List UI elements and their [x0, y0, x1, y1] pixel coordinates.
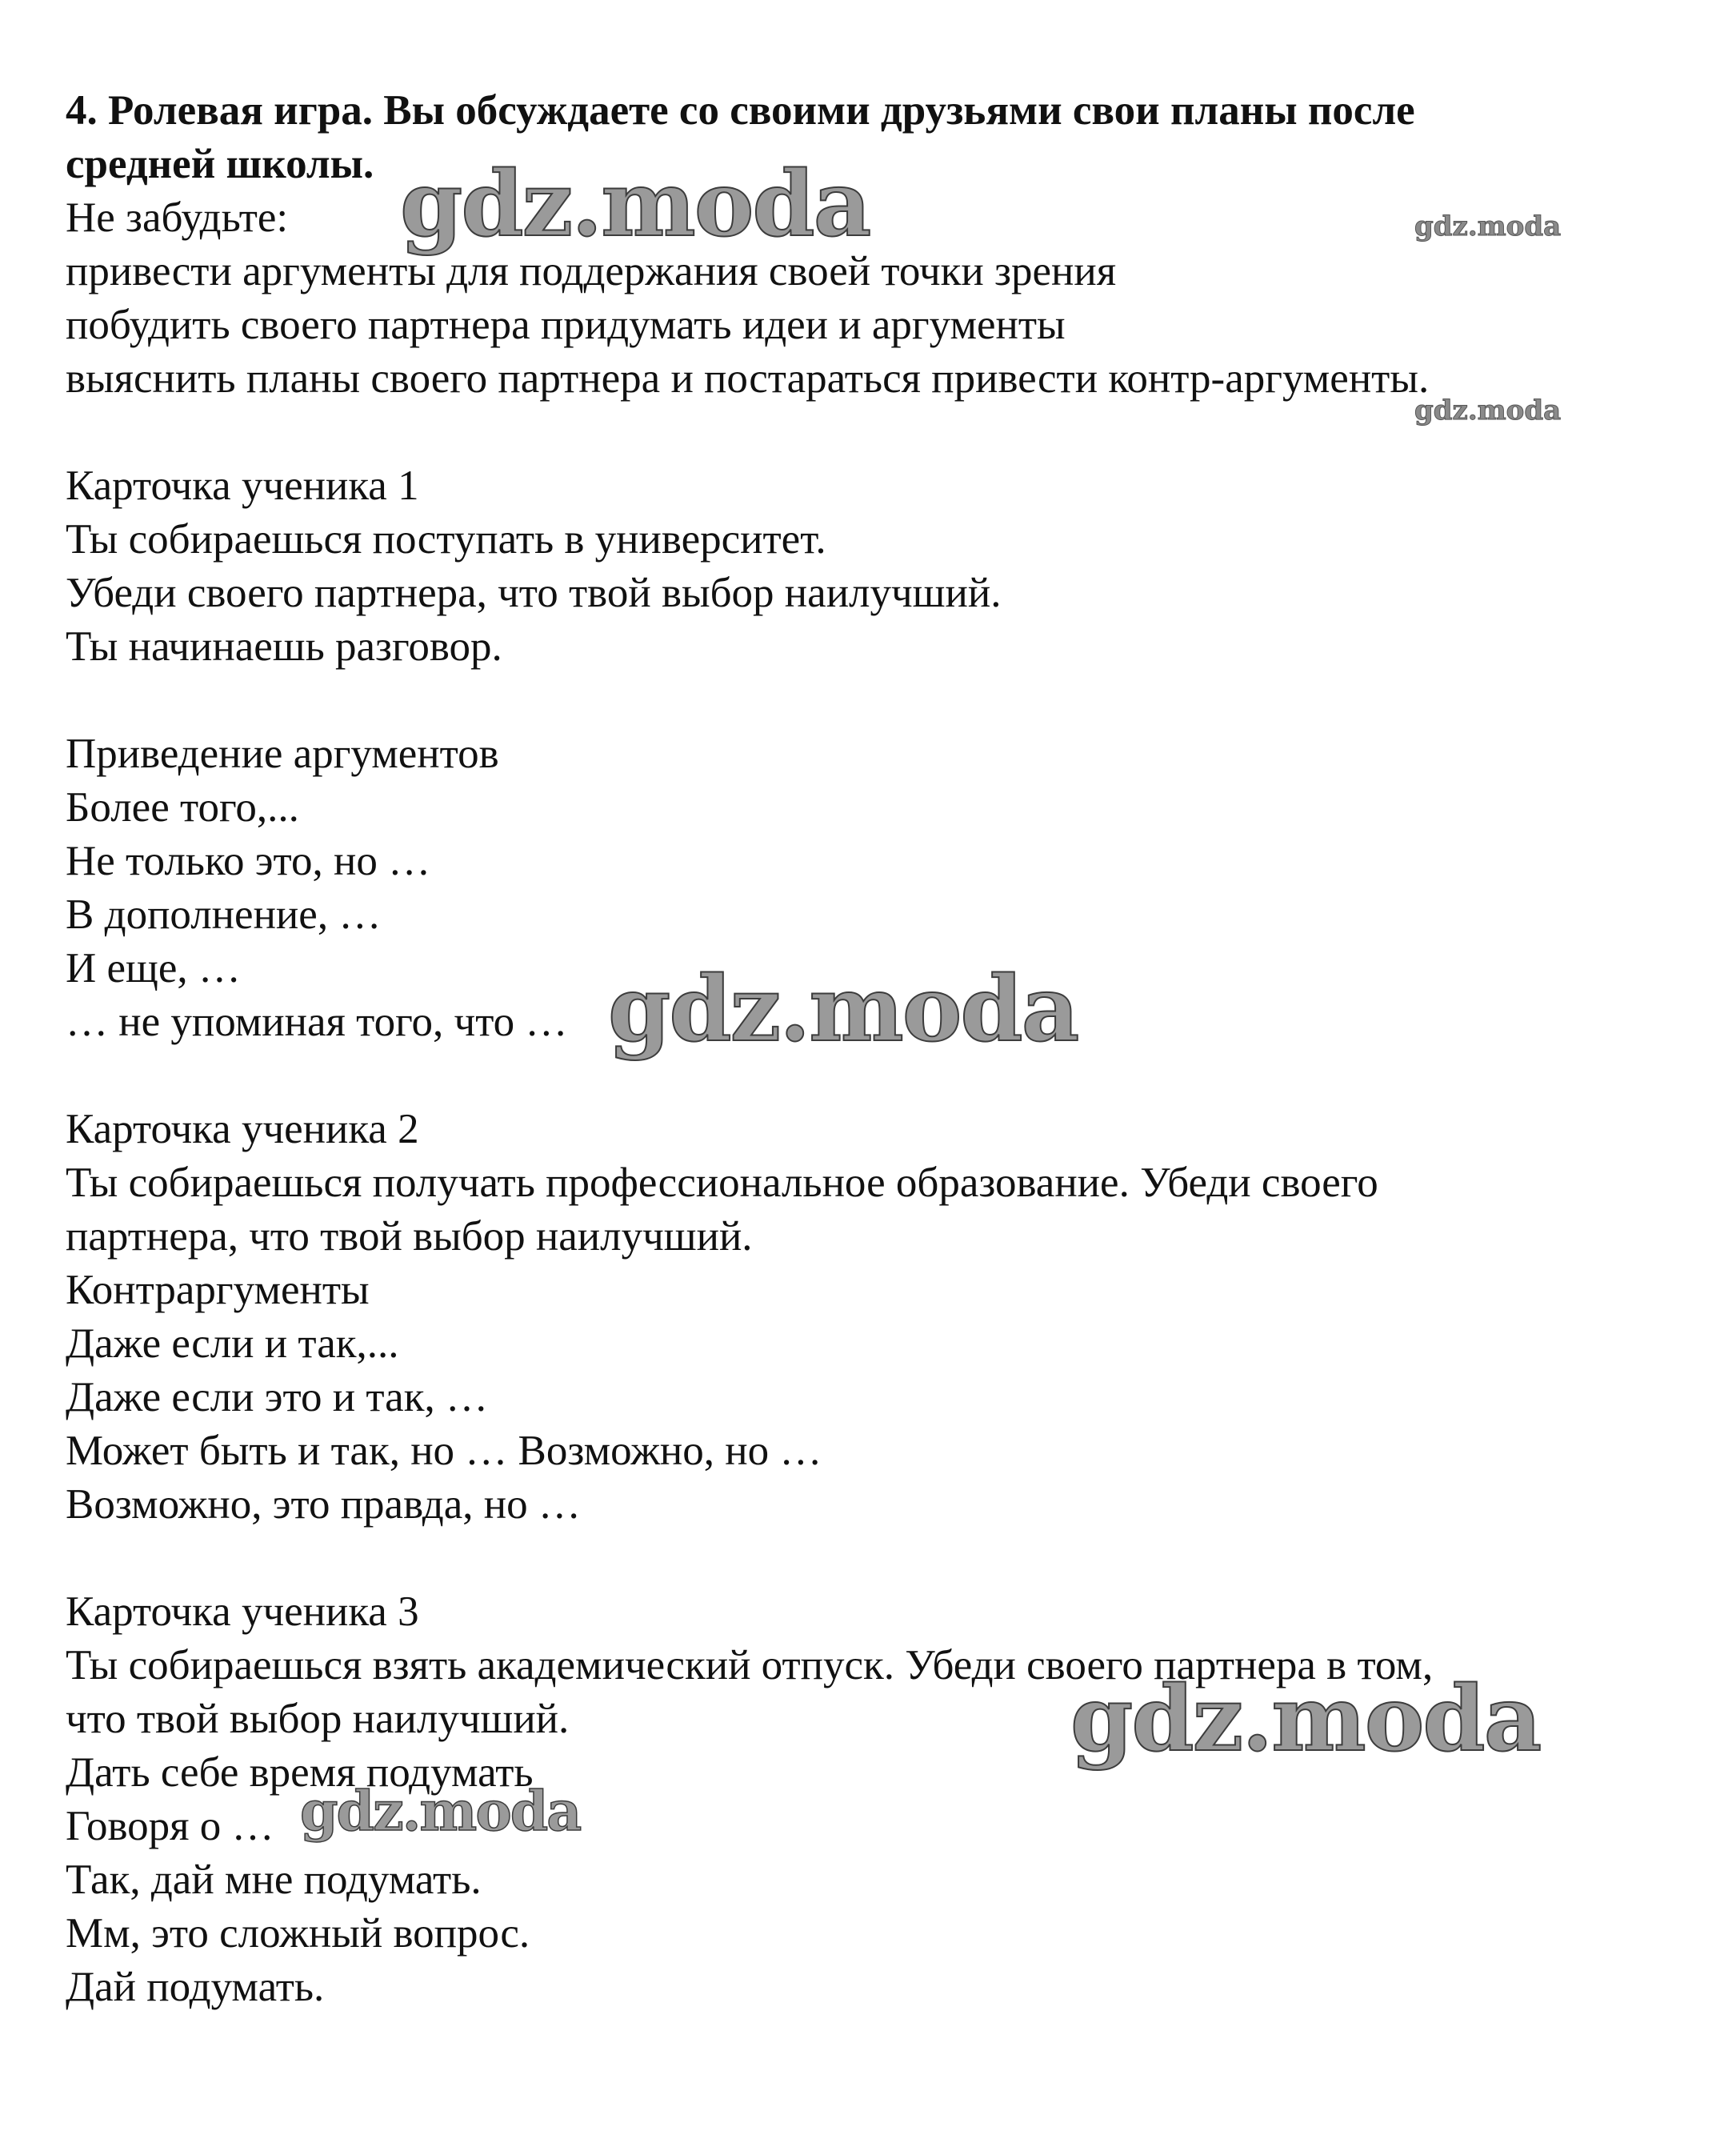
card3-line: Ты собираешься взять академический отпуск. Убеди своего партнера в том, — [66, 1642, 1434, 1688]
think-phrase: Дай подумать. — [66, 1964, 325, 2010]
spacer — [66, 674, 1682, 727]
task-heading-line: средней школы. — [66, 141, 374, 187]
argument-phrase: И еще, … — [66, 945, 241, 991]
watermark-logo: gdz.moda — [1070, 1667, 1541, 1772]
argument-phrase: Более того,... — [66, 784, 299, 831]
argument-phrase: … не упоминая того, что … — [66, 999, 568, 1045]
card2-line: Ты собираешься получать профессиональное образование. Убеди своего — [66, 1160, 1378, 1206]
card2-title: Карточка ученика 2 — [66, 1106, 419, 1152]
reminder-title: Не забудьте: — [66, 194, 289, 241]
task-heading-line: 4. Ролевая игра. Вы обсуждаете со своими друзьями свои планы после — [66, 87, 1415, 134]
argument-phrase: В дополнение, … — [66, 891, 382, 938]
counter-phrase: Даже если это и так, … — [66, 1374, 488, 1420]
arguments-title: Приведение аргументов — [66, 731, 499, 777]
reminder-item: выяснить планы своего партнера и постараться привести контр-аргументы. — [66, 355, 1430, 402]
think-phrase: Так, дай мне подумать. — [66, 1857, 482, 1903]
argument-phrase: Не только это, но … — [66, 838, 431, 884]
reminder-item: побудить своего партнера придумать идеи и аргументы — [66, 302, 1066, 348]
watermark-logo: gdz.moda — [400, 152, 870, 257]
card1-line: Ты собираешься поступать в университет. — [66, 516, 826, 563]
counter-arguments-title: Контраргументы — [66, 1267, 370, 1313]
counter-phrase: Может быть и так, но … Возможно, но … — [66, 1428, 822, 1474]
think-title: Дать себе время подумать — [66, 1749, 534, 1796]
card1-line: Убеди своего партнера, что твой выбор наилучший. — [66, 570, 1002, 616]
card3-title: Карточка ученика 3 — [66, 1588, 419, 1635]
counter-phrase: Даже если и так,... — [66, 1320, 399, 1367]
card2-line: партнера, что твой выбор наилучший. — [66, 1213, 753, 1260]
spacer — [66, 1532, 1682, 1585]
think-phrase: Говоря о … — [66, 1803, 274, 1849]
card1-line: Ты начинаешь разговор. — [66, 623, 502, 670]
watermark-logo: gdz.moda — [1414, 395, 1562, 427]
watermark-logo: gdz.moda — [300, 1780, 581, 1844]
watermark-logo: gdz.moda — [608, 957, 1078, 1062]
watermark-logo: gdz.moda — [1414, 210, 1562, 242]
counter-phrase: Возможно, это правда, но … — [66, 1481, 581, 1528]
task-heading — [66, 84, 1682, 191]
reminder-item: привести аргументы для поддержания своей точки зрения — [66, 248, 1117, 294]
think-phrase: Мм, это сложный вопрос. — [66, 1910, 530, 1957]
card3-line: что твой выбор наилучший. — [66, 1696, 570, 1742]
card1-title: Карточка ученика 1 — [66, 463, 419, 509]
